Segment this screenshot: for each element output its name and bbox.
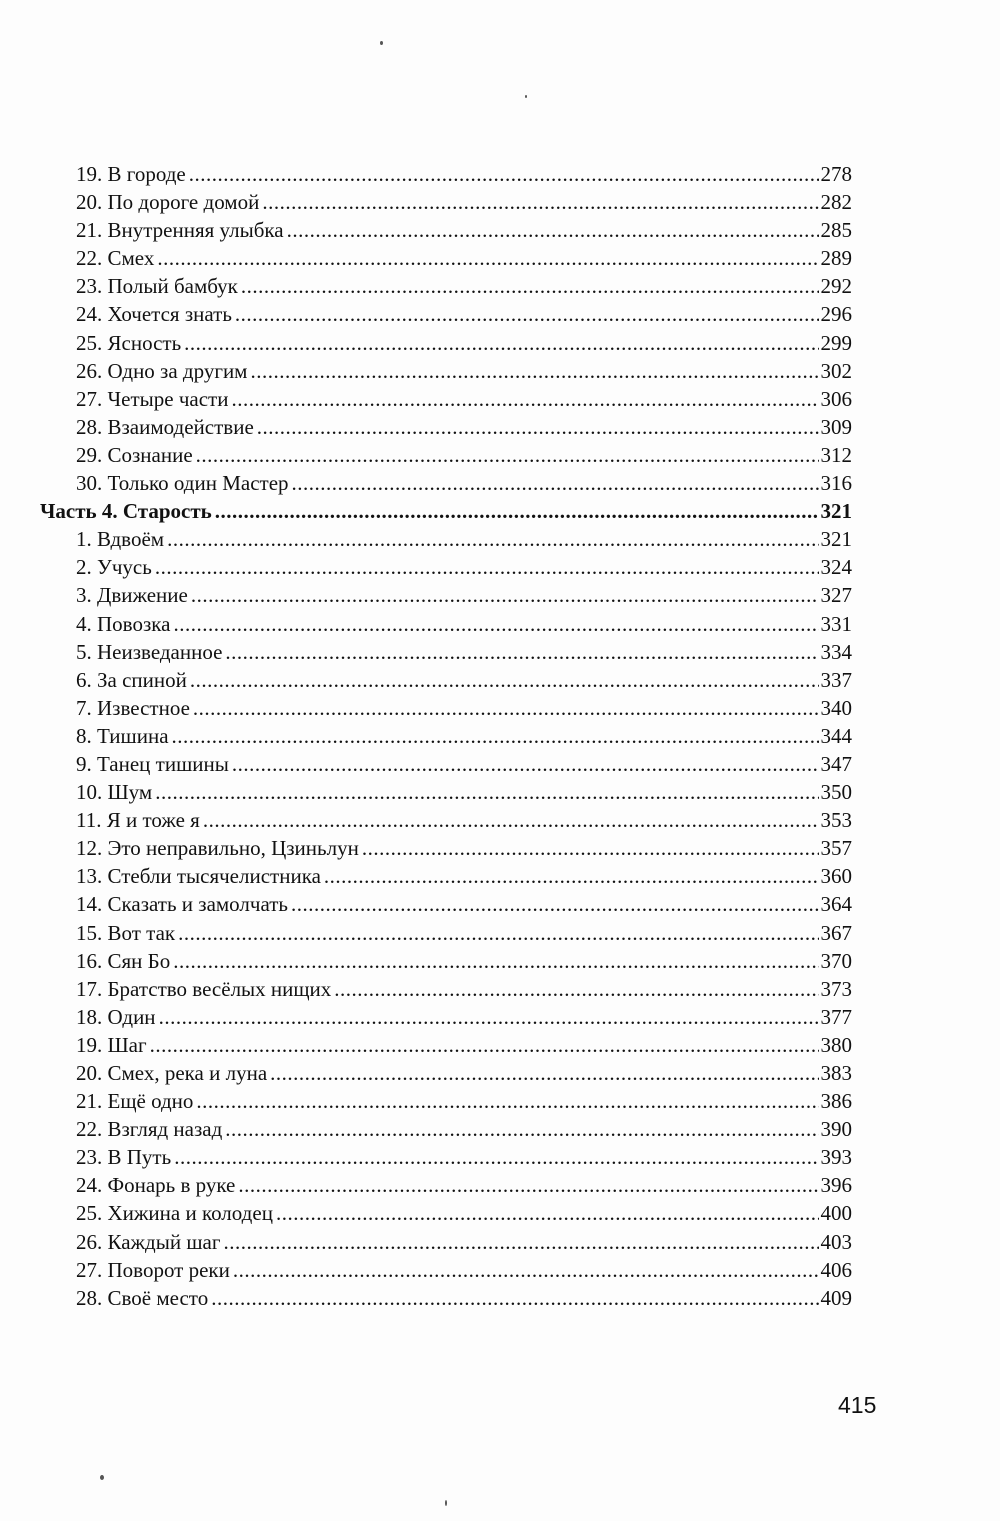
toc-entry (40, 890, 852, 918)
toc-entry-title: 24. Фонарь в руке (76, 1173, 236, 1198)
toc-entry (40, 834, 852, 862)
dot-leader (223, 1228, 818, 1256)
toc-entry-title: 18. Один (76, 1004, 156, 1029)
toc-entry-page-number: 299 (820, 330, 852, 355)
toc-entry-title: 7. Известное (76, 695, 190, 720)
dot-leader (291, 890, 819, 918)
toc-entry-page-number: 386 (820, 1089, 852, 1114)
toc-entry (40, 1115, 852, 1143)
toc-entry (40, 1143, 852, 1171)
toc-entry (40, 413, 852, 441)
dot-leader (167, 525, 818, 553)
toc-entry-page-number: 327 (820, 583, 852, 608)
toc-entry-page-number: 409 (820, 1285, 852, 1310)
toc-entry-title: 5. Неизведанное (76, 639, 223, 664)
toc-entry (40, 1199, 852, 1227)
toc-entry (40, 385, 852, 413)
toc-part-heading (40, 497, 852, 525)
dot-leader (196, 441, 819, 469)
toc-entry-title: 6. За спиной (76, 667, 187, 692)
dot-leader (231, 385, 818, 413)
toc-entry (40, 1031, 852, 1059)
toc-entry-page-number: 364 (820, 892, 852, 917)
toc-entry-page-number: 321 (820, 499, 852, 524)
toc-entry-page-number: 306 (820, 386, 852, 411)
toc-entry (40, 1228, 852, 1256)
toc-entry (40, 862, 852, 890)
dot-leader (190, 666, 819, 694)
dot-leader (203, 806, 819, 834)
toc-entry (40, 244, 852, 272)
toc-entry-title: 12. Это неправильно, Цзиньлун (76, 836, 359, 861)
dot-leader (211, 1284, 818, 1312)
toc-entry (40, 216, 852, 244)
toc-entry-page-number: 393 (820, 1145, 852, 1170)
toc-entry-title: 11. Я и тоже я (76, 808, 200, 833)
toc-entry-page-number: 296 (820, 302, 852, 327)
toc-entry-page-number: 331 (820, 611, 852, 636)
toc-entry-page-number: 347 (820, 751, 852, 776)
scan-speck (445, 1500, 447, 1506)
toc-entry-page-number: 373 (820, 976, 852, 1001)
toc-entry (40, 1284, 852, 1312)
toc-entry-title: 25. Ясность (76, 330, 182, 355)
toc-entry-title: 22. Смех (76, 246, 155, 271)
toc-entry-page-number: 282 (820, 190, 852, 215)
toc-entry-title: 9. Танец тишины (76, 751, 229, 776)
toc-entry (40, 188, 852, 216)
toc-entry (40, 581, 852, 609)
dot-leader (225, 638, 818, 666)
dot-leader (178, 919, 818, 947)
toc-entry (40, 553, 852, 581)
toc-entry-title: 13. Стебли тысячелистника (76, 864, 321, 889)
dot-leader (238, 1171, 818, 1199)
table-of-contents (40, 160, 852, 1312)
dot-leader (250, 357, 818, 385)
toc-entry-page-number: 403 (820, 1229, 852, 1254)
toc-entry (40, 806, 852, 834)
dot-leader (157, 244, 818, 272)
dot-leader (173, 610, 818, 638)
toc-entry-page-number: 400 (820, 1201, 852, 1226)
toc-entry-title: 22. Взгляд назад (76, 1117, 223, 1142)
toc-entry-page-number: 390 (820, 1117, 852, 1142)
dot-leader (270, 1059, 818, 1087)
toc-entry (40, 610, 852, 638)
toc-entry-page-number: 383 (820, 1061, 852, 1085)
toc-entry (40, 722, 852, 750)
dot-leader (155, 553, 819, 581)
toc-entry-title: 21. Ещё одно (76, 1089, 194, 1114)
page-number: 415 (838, 1392, 877, 1418)
toc-entry-title: 10. Шум (76, 780, 153, 805)
toc-entry-title: 14. Сказать и замолчать (76, 892, 288, 917)
dot-leader (155, 778, 818, 806)
toc-entry (40, 947, 852, 975)
toc-entry (40, 1059, 852, 1087)
toc-entry-page-number: 353 (820, 808, 852, 833)
toc-entry (40, 272, 852, 300)
toc-entry-title: 8. Тишина (76, 723, 169, 748)
dot-leader (196, 1087, 818, 1115)
toc-entry-title: 28. Взаимодействие (76, 414, 254, 439)
toc-entry (40, 160, 852, 188)
dot-leader (191, 581, 819, 609)
dot-leader (257, 413, 819, 441)
dot-leader (173, 947, 818, 975)
toc-entry (40, 778, 852, 806)
dot-leader (159, 1003, 819, 1031)
toc-entry (40, 329, 852, 357)
toc-entry-page-number: 337 (820, 667, 852, 692)
dot-leader (193, 694, 819, 722)
dot-leader (174, 1143, 818, 1171)
dot-leader (189, 160, 819, 188)
toc-entry-page-number: 377 (820, 1004, 852, 1029)
toc-entry-title: 20. По дороге домой (76, 190, 260, 215)
toc-entry-title: 24. Хочется знать (76, 302, 232, 327)
toc-entry-title: 2. Учусь (76, 555, 152, 580)
toc-entry-page-number: 289 (820, 246, 852, 271)
toc-entry (40, 750, 852, 778)
dot-leader (235, 300, 819, 328)
toc-entry-page-number: 380 (820, 1032, 852, 1057)
toc-entry (40, 469, 852, 497)
toc-entry-title: 23. Полый бамбук (76, 274, 238, 299)
dot-leader (150, 1031, 819, 1059)
toc-entry-title: 26. Каждый шаг (76, 1229, 221, 1254)
toc-entry (40, 357, 852, 385)
dot-leader (225, 1115, 818, 1143)
toc-entry-page-number: 357 (820, 836, 852, 861)
toc-entry-title: 1. Вдвоём (76, 527, 165, 552)
scan-speck (100, 1475, 104, 1480)
toc-entry-title: 27. Поворот реки (76, 1257, 230, 1282)
toc-entry-page-number: 370 (820, 948, 852, 973)
toc-entry (40, 1256, 852, 1284)
dot-leader (172, 722, 819, 750)
toc-entry-title: 23. В Путь (76, 1145, 172, 1170)
dot-leader (334, 975, 818, 1003)
toc-entry-page-number: 292 (820, 274, 852, 299)
toc-entry-title: 27. Четыре части (76, 386, 229, 411)
scan-speck (380, 41, 383, 45)
toc-entry-title: 28. Своё место (76, 1285, 209, 1310)
dot-leader (233, 1256, 819, 1284)
toc-entry (40, 1087, 852, 1115)
toc-entry (40, 1171, 852, 1199)
toc-entry (40, 300, 852, 328)
toc-entry-page-number: 396 (820, 1173, 852, 1198)
dot-leader (362, 834, 819, 862)
toc-entry-page-number: 334 (820, 639, 852, 664)
dot-leader (232, 750, 819, 778)
toc-entry-title: Часть 4. Старость (40, 499, 212, 524)
toc-entry-title: 4. Повозка (76, 611, 171, 636)
toc-entry-title: 15. Вот так (76, 920, 176, 945)
toc-entry-page-number: 350 (820, 780, 852, 805)
toc-entry-title: 17. Братство весёлых нищих (76, 976, 332, 1001)
toc-entry-page-number: 367 (820, 920, 852, 945)
toc-entry-title: 20. Смех, река и луна (76, 1061, 268, 1085)
toc-entry-page-number: 302 (820, 358, 852, 383)
toc-entry (40, 919, 852, 947)
toc-entry-title: 29. Сознание (76, 442, 193, 467)
toc-entry-page-number: 360 (820, 864, 852, 889)
dot-leader (276, 1199, 819, 1227)
dot-leader (215, 497, 819, 525)
toc-entry-page-number: 309 (820, 414, 852, 439)
toc-entry-page-number: 285 (820, 218, 852, 243)
toc-entry-title: 3. Движение (76, 583, 188, 608)
dot-leader (292, 469, 819, 497)
toc-entry (40, 975, 852, 1003)
dot-leader (241, 272, 819, 300)
toc-entry-title: 25. Хижина и колодец (76, 1201, 273, 1226)
toc-entry-title: 16. Сян Бо (76, 948, 171, 973)
dot-leader (287, 216, 819, 244)
toc-entry-page-number: 312 (820, 442, 852, 467)
toc-entry-page-number: 321 (820, 527, 852, 552)
toc-entry (40, 666, 852, 694)
dot-leader (262, 188, 818, 216)
toc-entry-title: 30. Только один Мастер (76, 471, 289, 496)
toc-entry-page-number: 406 (820, 1257, 852, 1282)
scan-speck (525, 95, 527, 98)
toc-entry (40, 638, 852, 666)
dot-leader (184, 329, 818, 357)
toc-entry-title: 19. В городе (76, 162, 186, 186)
dot-leader (324, 862, 819, 890)
toc-entry-page-number: 344 (820, 723, 852, 748)
toc-entry-title: 26. Одно за другим (76, 358, 248, 383)
toc-entry-page-number: 324 (820, 555, 852, 580)
toc-entry-page-number: 340 (820, 695, 852, 720)
toc-entry-page-number: 278 (820, 162, 852, 186)
toc-entry (40, 694, 852, 722)
toc-entry-title: 21. Внутренняя улыбка (76, 218, 284, 243)
toc-entry-page-number: 316 (820, 471, 852, 496)
toc-entry-title: 19. Шаг (76, 1032, 147, 1057)
toc-entry (40, 1003, 852, 1031)
toc-entry (40, 525, 852, 553)
toc-entry (40, 441, 852, 469)
